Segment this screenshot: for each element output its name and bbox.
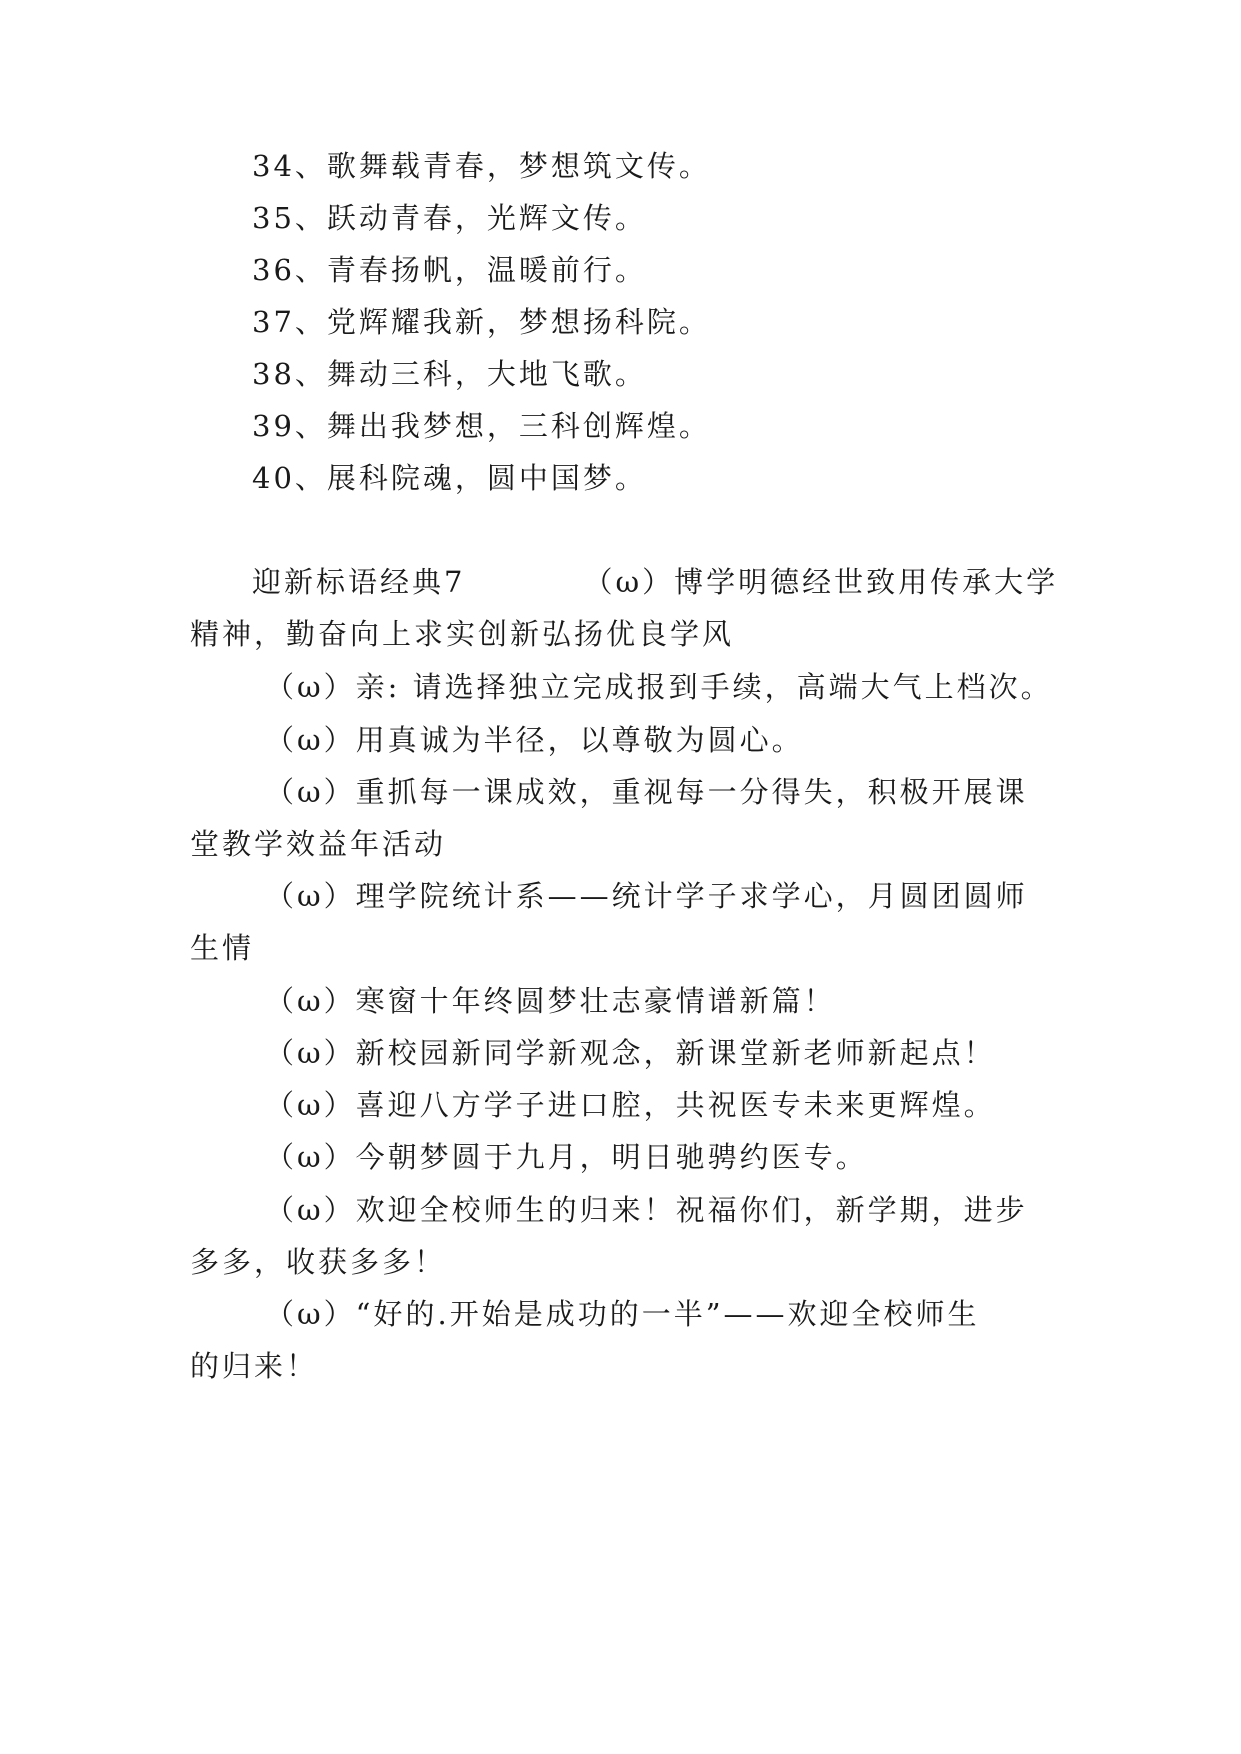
slogan-item: （ω）寒窗十年终圆梦壮志豪情谱新篇！ [265,984,836,1018]
slogan-continuation: 精神，勤奋向上求实创新弘扬优良学风 [190,617,735,651]
list-item: 36、青春扬帆，温暖前行。 [252,253,647,287]
slogan-item: （ω）亲: 请选择独立完成报到手续，高端大气上档次。 [265,670,1053,704]
list-item: 34、歌舞载青春，梦想筑文传。 [252,149,711,183]
slogan-item: （ω）今朝梦圆于九月，明日驰骋约医专。 [265,1140,868,1174]
slogan-item: （ω）理学院统计系——统计学子求学心，月圆团圆师 [265,879,1028,913]
list-item: 40、展科院魂，圆中国梦。 [252,461,647,495]
slogan-text: （ω）博学明德经世致用传承大学 [583,565,1059,599]
slogan-continuation: 生情 [190,931,255,965]
slogan-continuation: 的归来！ [190,1349,319,1383]
slogan-item: （ω）重抓每一课成效，重视每一分得失，积极开展课 [265,775,1028,809]
slogan-item: （ω）欢迎全校师生的归来！祝福你们，新学期，进步 [265,1193,1028,1227]
section-heading: 迎新标语经典7 [252,565,466,599]
slogan-continuation: 多多，收获多多！ [190,1245,447,1279]
slogan-continuation: 堂教学效益年活动 [190,827,447,861]
slogan-item: （ω）用真诚为半径，以尊敬为圆心。 [265,723,804,757]
slogan-item: （ω）新校园新同学新观念，新课堂新老师新起点！ [265,1036,996,1070]
section-heading-row [252,562,1058,602]
list-item: 35、跃动青春，光辉文传。 [252,201,647,235]
list-item: 39、舞出我梦想，三科创辉煌。 [252,409,711,443]
slogan-item: （ω）“好的.开始是成功的一半”——欢迎全校师生 [265,1297,980,1331]
list-item: 38、舞动三科，大地飞歌。 [252,357,647,391]
list-item: 37、党辉耀我新，梦想扬科院。 [252,305,711,339]
slogan-item: （ω）喜迎八方学子进口腔，共祝医专未来更辉煌。 [265,1088,996,1122]
